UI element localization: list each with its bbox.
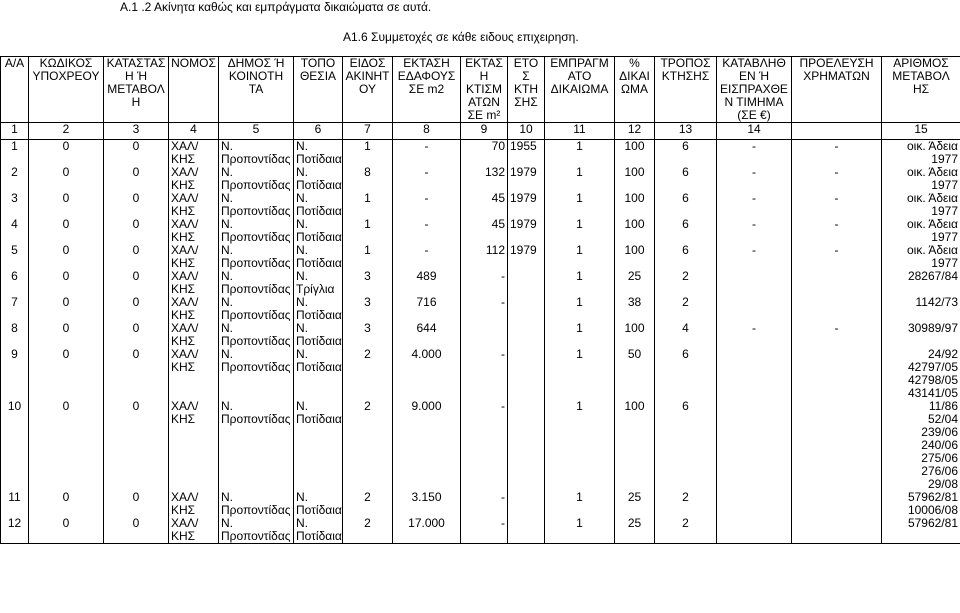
cell-ekt_kt: 112	[461, 244, 508, 270]
cell-ekt_kt	[461, 322, 508, 348]
cell-tropos: 6	[655, 244, 717, 270]
cell-dimos: Ν. Προποντίδας	[219, 166, 294, 192]
column-header: ΑΡΙΘΜΟΣ ΜΕΤΑΒΟΛ ΗΣ	[882, 57, 960, 123]
cell-state: 0	[104, 166, 169, 192]
cell-aa: 4	[1, 218, 29, 244]
column-header: ΠΡΟΕΛΕΥΣΗ ΧΡΗΜΑΤΩΝ	[792, 57, 882, 123]
column-header: ΤΡΟΠΟΣ ΚΤΗΣΗΣ	[655, 57, 717, 123]
cell-code: 0	[29, 166, 104, 192]
cell-ekt_kt: -	[461, 270, 508, 296]
table-row	[1, 322, 960, 348]
cell-proel: -	[792, 140, 882, 167]
cell-dimos: Ν. Προποντίδας	[219, 517, 294, 544]
column-number: 4	[169, 123, 219, 140]
cell-pct: 25	[615, 491, 655, 517]
column-number: 2	[29, 123, 104, 140]
table-row	[1, 140, 960, 167]
column-number: 6	[294, 123, 343, 140]
cell-tropos: 6	[655, 166, 717, 192]
cell-nomos: ΧΑΛ/ΚΗΣ	[169, 192, 219, 218]
cell-proel	[792, 517, 882, 544]
cell-pct: 25	[615, 517, 655, 544]
cell-ekt_ed: -	[393, 192, 461, 218]
cell-emp: 1	[545, 517, 615, 544]
cell-dimos: Ν. Προποντίδας	[219, 244, 294, 270]
cell-topos: Ν. Ποτίδαια	[294, 244, 343, 270]
cell-dimos: Ν. Προποντίδας	[219, 296, 294, 322]
table-row	[1, 166, 960, 192]
cell-arith: οικ. Άδεια 1977	[882, 192, 960, 218]
cell-pct: 38	[615, 296, 655, 322]
table-row	[1, 218, 960, 244]
cell-timima	[717, 348, 792, 400]
assets-table	[0, 56, 960, 544]
column-header: ΚΑΤΑΣΤΑΣ Η Ή ΜΕΤΑΒΟΛ Η	[104, 57, 169, 123]
cell-etos	[508, 270, 545, 296]
cell-aa: 5	[1, 244, 29, 270]
column-header: ΚΑΤΑΒΛΗΘ ΕΝ Ή ΕΙΣΠΡΑΧΘΕ Ν ΤΙΜΗΜΑ (ΣΕ €)	[717, 57, 792, 123]
cell-ekt_ed: -	[393, 244, 461, 270]
cell-topos: Ν. Ποτίδαια	[294, 348, 343, 400]
cell-tropos: 6	[655, 400, 717, 491]
cell-arith: 28267/84	[882, 270, 960, 296]
cell-state: 0	[104, 192, 169, 218]
cell-ekt_ed: 4.000	[393, 348, 461, 400]
column-number: 15	[882, 123, 960, 140]
cell-aa: 3	[1, 192, 29, 218]
cell-ekt_kt: -	[461, 296, 508, 322]
cell-timima: -	[717, 140, 792, 167]
cell-state: 0	[104, 491, 169, 517]
column-number: 7	[343, 123, 393, 140]
cell-ekt_ed: 489	[393, 270, 461, 296]
cell-eidos: 2	[343, 517, 393, 544]
cell-aa: 2	[1, 166, 29, 192]
cell-etos	[508, 400, 545, 491]
column-number: 14	[717, 123, 792, 140]
cell-dimos: Ν. Προποντίδας	[219, 322, 294, 348]
cell-ekt_ed: 17.000	[393, 517, 461, 544]
cell-ekt_ed: -	[393, 218, 461, 244]
cell-code: 0	[29, 192, 104, 218]
cell-ekt_ed: 716	[393, 296, 461, 322]
column-header: ΚΩΔΙΚΟΣ ΥΠΟΧΡΕΟΥ	[29, 57, 104, 123]
cell-ekt_kt: 45	[461, 192, 508, 218]
cell-proel: -	[792, 244, 882, 270]
cell-arith: οικ. Άδεια 1977	[882, 244, 960, 270]
cell-dimos: Ν. Προποντίδας	[219, 491, 294, 517]
cell-pct: 50	[615, 348, 655, 400]
cell-tropos: 6	[655, 218, 717, 244]
cell-arith: οικ. Άδεια 1977	[882, 140, 960, 167]
cell-state: 0	[104, 244, 169, 270]
cell-aa: 7	[1, 296, 29, 322]
cell-eidos: 1	[343, 140, 393, 167]
cell-topos: Ν. Ποτίδαια	[294, 296, 343, 322]
cell-eidos: 8	[343, 166, 393, 192]
cell-ekt_kt: -	[461, 348, 508, 400]
cell-ekt_kt: 45	[461, 218, 508, 244]
cell-arith: 57962/81 10006/08	[882, 491, 960, 517]
section-heading-real-estate: Α.1 .2 Ακίνητα καθώς και εμπράγματα δικαιώματα σε αυτά.	[120, 0, 432, 14]
cell-eidos: 1	[343, 218, 393, 244]
cell-topos: Ν. Ποτίδαια	[294, 491, 343, 517]
cell-nomos: ΧΑΛ/ΚΗΣ	[169, 517, 219, 544]
cell-topos: Ν. Ποτίδαια	[294, 218, 343, 244]
cell-proel	[792, 400, 882, 491]
cell-dimos: Ν. Προποντίδας	[219, 348, 294, 400]
cell-arith: 30989/97	[882, 322, 960, 348]
cell-arith: 57962/81	[882, 517, 960, 544]
cell-ekt_ed: 644	[393, 322, 461, 348]
column-number: 3	[104, 123, 169, 140]
cell-proel	[792, 296, 882, 322]
cell-aa: 8	[1, 322, 29, 348]
cell-nomos: ΧΑΛ/ΚΗΣ	[169, 348, 219, 400]
cell-emp: 1	[545, 166, 615, 192]
cell-eidos: 1	[343, 244, 393, 270]
table-row	[1, 296, 960, 322]
cell-emp: 1	[545, 270, 615, 296]
cell-aa: 9	[1, 348, 29, 400]
cell-timima: -	[717, 192, 792, 218]
cell-dimos: Ν. Προποντίδας	[219, 140, 294, 167]
column-number: 9	[461, 123, 508, 140]
cell-etos	[508, 322, 545, 348]
cell-eidos: 2	[343, 491, 393, 517]
cell-pct: 100	[615, 218, 655, 244]
cell-etos	[508, 296, 545, 322]
cell-timima	[717, 270, 792, 296]
column-header: ΕΤΟ Σ ΚΤΗ ΣΗΣ	[508, 57, 545, 123]
cell-pct: 100	[615, 140, 655, 167]
cell-timima	[717, 517, 792, 544]
cell-topos: Ν. Ποτίδαια	[294, 192, 343, 218]
cell-code: 0	[29, 491, 104, 517]
cell-topos: Ν. Τρίγλια	[294, 270, 343, 296]
column-header: ΕΙΔΟΣ ΑΚΙΝΗΤ ΟΥ	[343, 57, 393, 123]
cell-timima	[717, 296, 792, 322]
cell-emp: 1	[545, 348, 615, 400]
column-number: 13	[655, 123, 717, 140]
cell-tropos: 6	[655, 192, 717, 218]
cell-code: 0	[29, 400, 104, 491]
cell-eidos: 2	[343, 348, 393, 400]
column-header: % ΔΙΚΑΙ ΩΜΑ	[615, 57, 655, 123]
cell-code: 0	[29, 244, 104, 270]
column-number: 5	[219, 123, 294, 140]
cell-etos: 1979	[508, 192, 545, 218]
cell-state: 0	[104, 517, 169, 544]
cell-arith: οικ. Άδεια 1977	[882, 218, 960, 244]
cell-nomos: ΧΑΛ/ΚΗΣ	[169, 322, 219, 348]
cell-pct: 100	[615, 322, 655, 348]
cell-dimos: Ν. Προποντίδας	[219, 400, 294, 491]
column-header: ΕΚΤΑΣΗ ΕΔΑΦΟΥΣ ΣΕ m2	[393, 57, 461, 123]
cell-proel	[792, 348, 882, 400]
cell-proel: -	[792, 218, 882, 244]
section-heading-holdings: Α1.6 Συμμετοχές σε κάθε ειδους επιχειρηση.	[343, 30, 579, 44]
cell-state: 0	[104, 348, 169, 400]
cell-arith: 24/92 42797/05 42798/05 43141/05	[882, 348, 960, 400]
cell-state: 0	[104, 322, 169, 348]
cell-ekt_kt: 70	[461, 140, 508, 167]
cell-nomos: ΧΑΛ/ΚΗΣ	[169, 270, 219, 296]
table-row	[1, 400, 960, 491]
cell-emp: 1	[545, 192, 615, 218]
cell-ekt_ed: 9.000	[393, 400, 461, 491]
cell-tropos: 6	[655, 348, 717, 400]
cell-tropos: 2	[655, 491, 717, 517]
cell-proel	[792, 491, 882, 517]
column-header: ΔΗΜΟΣ Ή ΚΟΙΝΟΤΗ ΤΑ	[219, 57, 294, 123]
cell-ekt_kt: -	[461, 400, 508, 491]
cell-emp: 1	[545, 400, 615, 491]
column-header: ΕΚΤΑΣ Η ΚΤΙΣΜ ΑΤΩΝ ΣΕ m²	[461, 57, 508, 123]
cell-emp: 1	[545, 296, 615, 322]
cell-eidos: 1	[343, 192, 393, 218]
cell-state: 0	[104, 296, 169, 322]
cell-timima: -	[717, 322, 792, 348]
cell-timima: -	[717, 244, 792, 270]
cell-emp: 1	[545, 491, 615, 517]
header-row	[1, 57, 960, 123]
cell-aa: 12	[1, 517, 29, 544]
column-header: ΕΜΠΡΑΓΜ ΑΤΟ ΔΙΚΑΙΩΜΑ	[545, 57, 615, 123]
column-number	[792, 123, 882, 140]
cell-state: 0	[104, 400, 169, 491]
cell-aa: 1	[1, 140, 29, 167]
cell-pct: 100	[615, 192, 655, 218]
cell-arith: 11/86 52/04 239/06 240/06 275/06 276/06 29/08	[882, 400, 960, 491]
cell-aa: 11	[1, 491, 29, 517]
cell-arith: οικ. Άδεια 1977	[882, 166, 960, 192]
cell-eidos: 2	[343, 400, 393, 491]
column-number: 10	[508, 123, 545, 140]
cell-proel: -	[792, 322, 882, 348]
cell-etos: 1979	[508, 218, 545, 244]
table-row	[1, 491, 960, 517]
table-row	[1, 348, 960, 400]
cell-proel	[792, 270, 882, 296]
cell-ekt_ed: -	[393, 140, 461, 167]
cell-pct: 100	[615, 166, 655, 192]
column-number: 12	[615, 123, 655, 140]
cell-code: 0	[29, 140, 104, 167]
table-row	[1, 270, 960, 296]
cell-topos: Ν. Ποτίδαια	[294, 322, 343, 348]
cell-etos: 1955	[508, 140, 545, 167]
cell-ekt_ed: -	[393, 166, 461, 192]
cell-nomos: ΧΑΛ/ΚΗΣ	[169, 491, 219, 517]
table-row	[1, 517, 960, 544]
cell-nomos: ΧΑΛ/ΚΗΣ	[169, 296, 219, 322]
cell-etos	[508, 517, 545, 544]
cell-aa: 10	[1, 400, 29, 491]
cell-tropos: 4	[655, 322, 717, 348]
column-number: 1	[1, 123, 29, 140]
cell-emp: 1	[545, 218, 615, 244]
cell-topos: Ν. Ποτίδαια	[294, 517, 343, 544]
cell-timima	[717, 400, 792, 491]
cell-nomos: ΧΑΛ/ΚΗΣ	[169, 218, 219, 244]
cell-timima	[717, 491, 792, 517]
cell-state: 0	[104, 270, 169, 296]
cell-topos: Ν. Ποτίδαια	[294, 140, 343, 167]
cell-state: 0	[104, 140, 169, 167]
cell-proel: -	[792, 166, 882, 192]
cell-emp: 1	[545, 322, 615, 348]
cell-emp: 1	[545, 140, 615, 167]
cell-arith: 1142/73	[882, 296, 960, 322]
column-header: ΤΟΠΟ ΘΕΣΙΑ	[294, 57, 343, 123]
cell-topos: Ν. Ποτίδαια	[294, 166, 343, 192]
table-row	[1, 244, 960, 270]
cell-eidos: 3	[343, 296, 393, 322]
cell-nomos: ΧΑΛ/ΚΗΣ	[169, 244, 219, 270]
cell-etos	[508, 348, 545, 400]
column-number: 11	[545, 123, 615, 140]
cell-eidos: 3	[343, 270, 393, 296]
column-header: Α/Α	[1, 57, 29, 123]
cell-code: 0	[29, 348, 104, 400]
cell-etos: 1979	[508, 166, 545, 192]
cell-ekt_kt: -	[461, 517, 508, 544]
cell-code: 0	[29, 517, 104, 544]
cell-topos: Ν. Ποτίδαια	[294, 400, 343, 491]
cell-tropos: 2	[655, 270, 717, 296]
cell-nomos: ΧΑΛ/ΚΗΣ	[169, 400, 219, 491]
cell-tropos: 2	[655, 517, 717, 544]
cell-ekt_kt: -	[461, 491, 508, 517]
cell-dimos: Ν. Προποντίδας	[219, 192, 294, 218]
cell-aa: 6	[1, 270, 29, 296]
cell-emp: 1	[545, 244, 615, 270]
table-row	[1, 192, 960, 218]
cell-proel: -	[792, 192, 882, 218]
cell-ekt_kt: 132	[461, 166, 508, 192]
cell-eidos: 3	[343, 322, 393, 348]
cell-timima: -	[717, 218, 792, 244]
cell-dimos: Ν. Προποντίδας	[219, 270, 294, 296]
cell-dimos: Ν. Προποντίδας	[219, 218, 294, 244]
column-number: 8	[393, 123, 461, 140]
column-header: ΝΟΜΟΣ	[169, 57, 219, 123]
cell-state: 0	[104, 218, 169, 244]
cell-nomos: ΧΑΛ/ΚΗΣ	[169, 166, 219, 192]
cell-etos	[508, 491, 545, 517]
cell-etos: 1979	[508, 244, 545, 270]
cell-code: 0	[29, 296, 104, 322]
cell-code: 0	[29, 322, 104, 348]
cell-pct: 25	[615, 270, 655, 296]
cell-nomos: ΧΑΛ/ΚΗΣ	[169, 140, 219, 167]
cell-code: 0	[29, 218, 104, 244]
column-number-row	[1, 123, 960, 140]
cell-ekt_ed: 3.150	[393, 491, 461, 517]
cell-pct: 100	[615, 244, 655, 270]
cell-tropos: 2	[655, 296, 717, 322]
cell-tropos: 6	[655, 140, 717, 167]
cell-pct: 100	[615, 400, 655, 491]
cell-timima: -	[717, 166, 792, 192]
cell-code: 0	[29, 270, 104, 296]
